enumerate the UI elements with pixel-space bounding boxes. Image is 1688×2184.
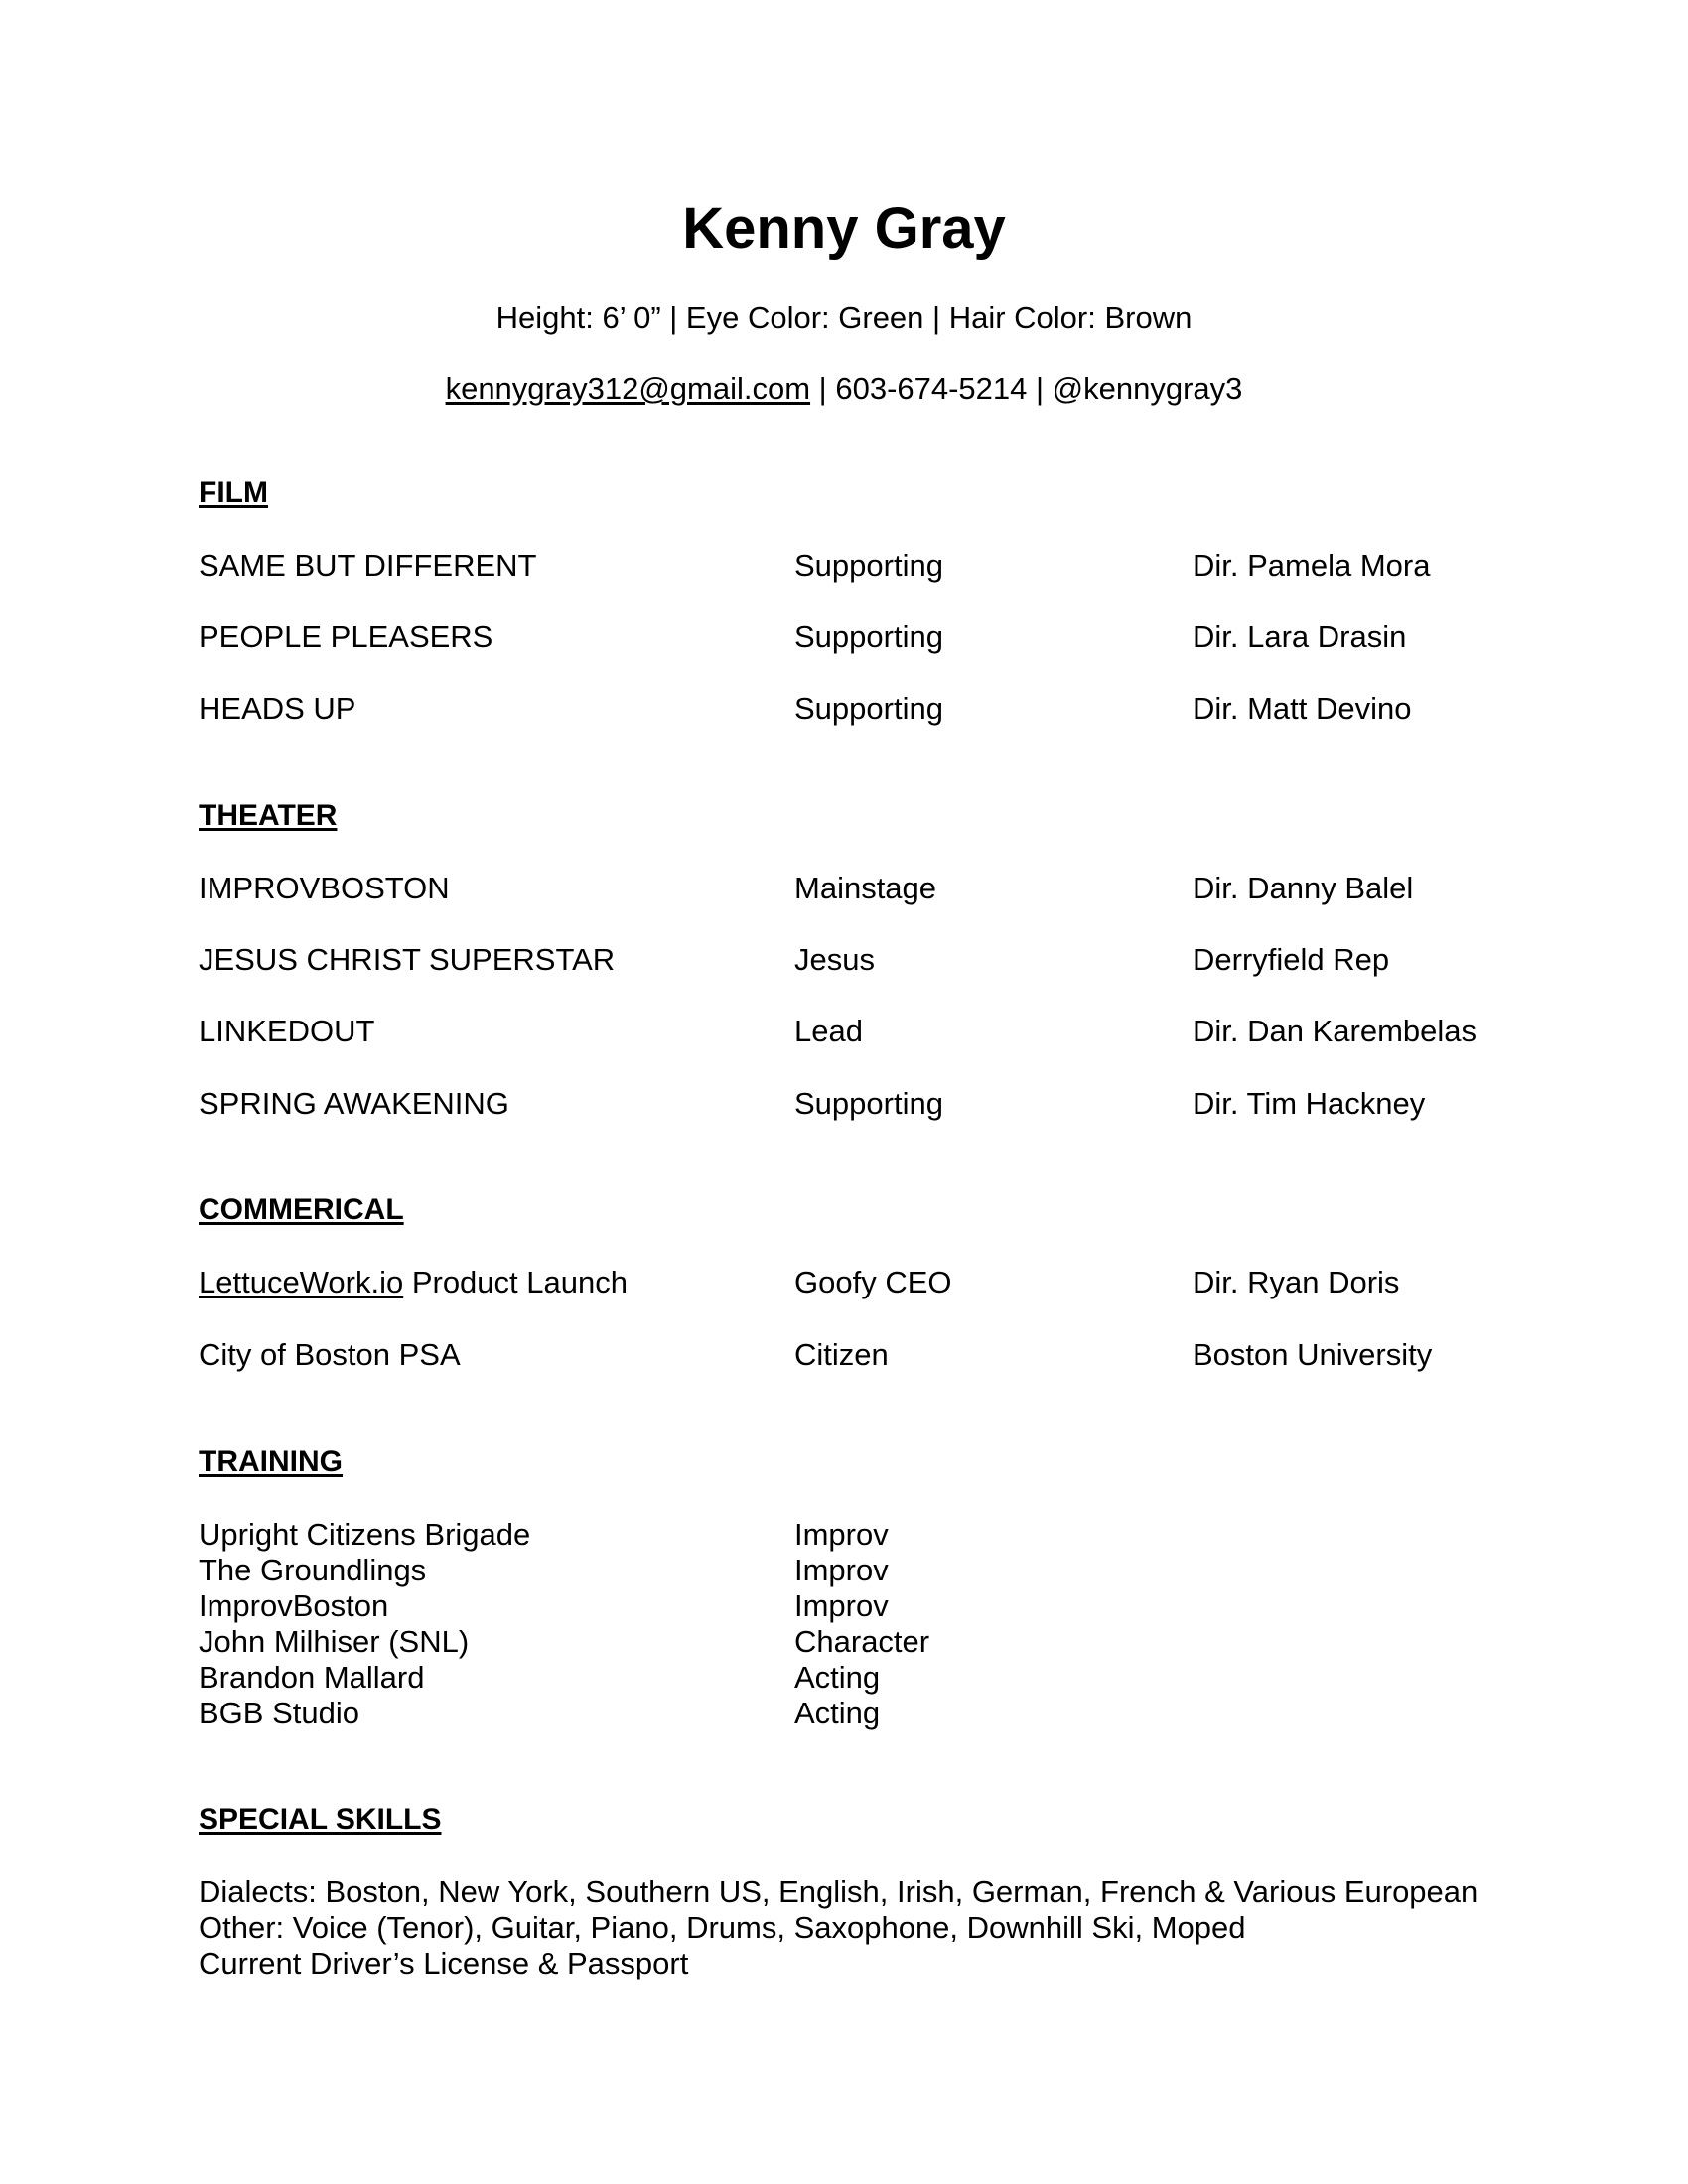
lettucework-link[interactable]: LettuceWork.io bbox=[199, 1265, 404, 1299]
commercial-title: City of Boston PSA bbox=[199, 1337, 461, 1372]
theater-credit: Dir. Danny Balel bbox=[1193, 871, 1414, 905]
film-title: PEOPLE PLEASERS bbox=[199, 619, 493, 654]
commercial-role: Goofy CEO bbox=[794, 1265, 952, 1299]
film-credit: Dir. Matt Devino bbox=[1193, 691, 1412, 726]
training-school: Upright Citizens Brigade bbox=[199, 1517, 531, 1552]
training-subject: Improv bbox=[794, 1553, 889, 1587]
contact-line bbox=[0, 369, 1688, 409]
commercial-heading: COMMERICAL bbox=[199, 1193, 404, 1226]
theater-row bbox=[0, 869, 1688, 908]
physical-stats: Height: 6’ 0” | Eye Color: Green | Hair Color: Brown bbox=[495, 300, 1193, 335]
film-credit: Dir. Pamela Mora bbox=[1193, 548, 1431, 583]
skills-license: Current Driver’s License & Passport bbox=[199, 1946, 689, 1980]
theater-credit: Derryfield Rep bbox=[1193, 942, 1390, 977]
theater-credit: Dir. Tim Hackney bbox=[1193, 1086, 1426, 1121]
training-row bbox=[0, 1624, 1688, 1660]
commercial-credit: Boston University bbox=[1193, 1337, 1433, 1372]
commercial-row bbox=[0, 1335, 1688, 1375]
training-row bbox=[0, 1696, 1688, 1731]
commercial-role: Citizen bbox=[794, 1337, 889, 1372]
commercial-title-rest: Product Launch bbox=[403, 1265, 628, 1299]
training-subject: Acting bbox=[794, 1660, 881, 1695]
theater-role: Lead bbox=[794, 1014, 863, 1048]
theater-heading: THEATER bbox=[199, 799, 338, 832]
film-role: Supporting bbox=[794, 548, 943, 583]
training-row bbox=[0, 1553, 1688, 1588]
film-title: SAME BUT DIFFERENT bbox=[199, 548, 537, 583]
film-row bbox=[0, 617, 1688, 657]
film-row bbox=[0, 546, 1688, 586]
training-heading: TRAINING bbox=[199, 1445, 343, 1478]
contact-phone-social: | 603-674-5214 | @kennygray3 bbox=[810, 371, 1243, 406]
film-credit: Dir. Lara Drasin bbox=[1193, 619, 1407, 654]
resume-name: Kenny Gray bbox=[682, 197, 1006, 261]
theater-row bbox=[0, 940, 1688, 980]
theater-role: Mainstage bbox=[794, 871, 937, 905]
training-school: The Groundlings bbox=[199, 1553, 427, 1587]
training-row bbox=[0, 1588, 1688, 1624]
training-row bbox=[0, 1660, 1688, 1696]
theater-credit: Dir. Dan Karembelas bbox=[1193, 1014, 1477, 1048]
theater-title: SPRING AWAKENING bbox=[199, 1086, 509, 1121]
training-subject: Improv bbox=[794, 1588, 889, 1623]
training-row bbox=[0, 1517, 1688, 1553]
film-role: Supporting bbox=[794, 691, 943, 726]
film-role: Supporting bbox=[794, 619, 943, 654]
theater-title: JESUS CHRIST SUPERSTAR bbox=[199, 942, 616, 977]
skills-heading: SPECIAL SKILLS bbox=[199, 1803, 442, 1836]
email-link[interactable]: kennygray312@gmail.com bbox=[445, 371, 811, 406]
training-subject: Character bbox=[794, 1624, 930, 1659]
theater-row bbox=[0, 1012, 1688, 1051]
training-school: John Milhiser (SNL) bbox=[199, 1624, 470, 1659]
training-school: Brandon Mallard bbox=[199, 1660, 425, 1695]
commercial-row bbox=[0, 1263, 1688, 1302]
theater-row bbox=[0, 1084, 1688, 1124]
training-school: ImprovBoston bbox=[199, 1588, 389, 1623]
commercial-title bbox=[199, 1263, 628, 1302]
training-subject: Acting bbox=[794, 1696, 881, 1730]
skills-other: Other: Voice (Tenor), Guitar, Piano, Drums, Saxophone, Downhill Ski, Moped bbox=[199, 1910, 1246, 1945]
skills-dialects: Dialects: Boston, New York, Southern US, English, Irish, German, French & Various European bbox=[199, 1874, 1478, 1909]
theater-role: Supporting bbox=[794, 1086, 943, 1121]
theater-role: Jesus bbox=[794, 942, 875, 977]
film-heading: FILM bbox=[199, 477, 268, 509]
film-row bbox=[0, 689, 1688, 729]
training-school: BGB Studio bbox=[199, 1696, 359, 1730]
theater-title: LINKEDOUT bbox=[199, 1014, 375, 1048]
commercial-credit: Dir. Ryan Doris bbox=[1193, 1265, 1400, 1299]
film-title: HEADS UP bbox=[199, 691, 356, 726]
training-subject: Improv bbox=[794, 1517, 889, 1552]
theater-title: IMPROVBOSTON bbox=[199, 871, 450, 905]
